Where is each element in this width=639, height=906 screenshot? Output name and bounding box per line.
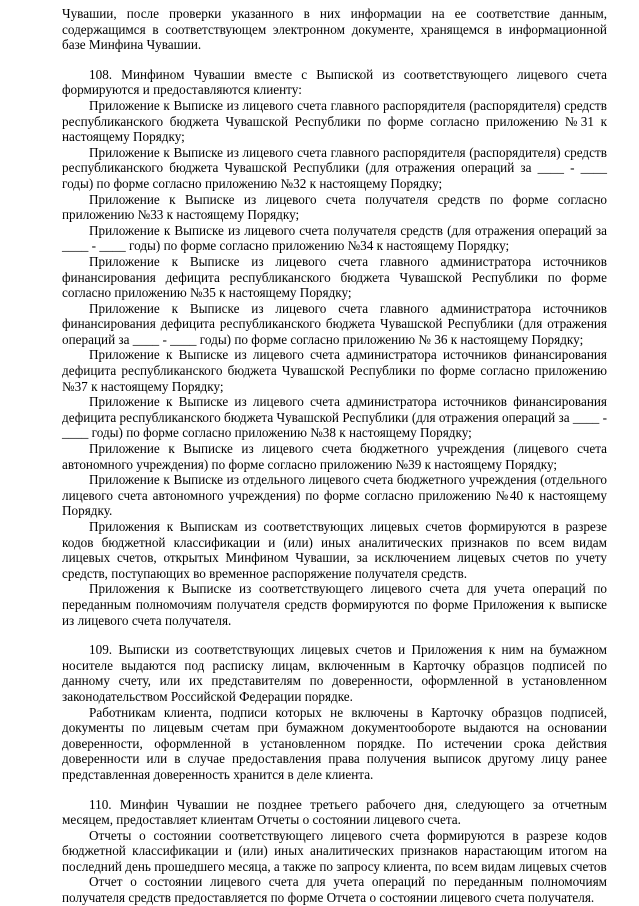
paragraph: Приложение к Выписке из отдельного лицевого счета бюджетного учреждения (отдельного лицевого счета автономного учреждения) по форме согласно приложению №40 к настоящему Порядку. (62, 472, 607, 519)
paragraph-gap (62, 628, 607, 642)
paragraph: Приложения к Выписке из соответствующего лицевого счета для учета операций по переданным полномочиям получателя средств формируются по форме Приложения к выписке из лицевого счета получателя. (62, 581, 607, 628)
paragraph-section-109: 109. Выписки из соответствующих лицевых счетов и Приложения к ним на бумажном носителе выдаются под расписку лицам, включенным в Карточку образцов подписей по данному счету, или их представителям по доверенности, оформленной в установленном законодательством Российской Федерации порядке. (62, 642, 607, 704)
paragraph-section-108: 108. Минфином Чувашии вместе с Выпиской из соответствующего лицевого счета формируются и предоставляются клиенту: (62, 66, 607, 98)
paragraph-section-110: 110. Минфин Чувашии не позднее третьего рабочего дня, следующего за отчетным месяцем, предоставляет клиентам Отчеты о состоянии лицевого счета. (62, 796, 607, 828)
paragraph: Приложение к Выписке из лицевого счета администратора источников финансирования дефицита республиканского бюджета Чувашской Республики (для отражения операций за ____ - ____ годы) по форме согласно приложению №38 к настоящему Порядку; (62, 394, 607, 441)
paragraph: Приложение к Выписке из лицевого счета получателя средств (для отражения операций за ____ - ____ годы) по форме согласно приложению №34 к настоящему Порядку; (62, 222, 607, 254)
paragraph: Чувашии, после проверки указанного в них информации на ее соответствие данным, содержащимся в соответствующем электронном документе, хранящемся в информационной базе Минфина Чувашии. (62, 6, 607, 53)
paragraph: Отчеты о состоянии соответствующего лицевого счета формируются в разрезе кодов бюджетной классификации и (или) иных аналитических признаков нарастающим итогом на последний день прошедшего месяца, а также по запросу клиента, по всем видам лицевых счетов (62, 827, 607, 874)
paragraph: Приложение к Выписке из лицевого счета бюджетного учреждения (лицевого счета автономного учреждения) по форме согласно приложению №39 к настоящему Порядку; (62, 441, 607, 472)
paragraph: Приложение к Выписке из лицевого счета администратора источников финансирования дефицита республиканского бюджета Чувашской Республики по форме согласно приложению №37 к настоящему Порядку; (62, 347, 607, 394)
paragraph-gap (62, 53, 607, 67)
paragraph: Приложение к Выписке из лицевого счета главного администратора источников финансирования дефицита республиканского бюджета Чувашской Республики по форме согласно приложению №35 к настоящему Порядку; (62, 253, 607, 301)
paragraph: Приложение к Выписке из лицевого счета получателя средств по форме согласно приложению №33 к настоящему Порядку; (62, 191, 607, 223)
paragraph-gap (62, 783, 607, 797)
paragraph: Работникам клиента, подписи которых не включены в Карточку образцов подписей, документы по лицевым счетам при бумажном документообороте выдаются на основании доверенности, оформленной в установленном порядке. По истечении срока действия доверенности или в случае предоставления права получения выписок другому лицу ранее представленная доверенность хранится в деле клиента. (62, 704, 607, 782)
paragraph: Приложения к Выпискам из соответствующих лицевых счетов формируются в разрезе кодов бюджетной классификации и (или) иных аналитических признаков по всем видам лицевых счетов, открытых Минфином Чувашии, за исключением лицевых счетов по учету средств, поступающих во временное распоряжение получателя средств. (62, 519, 607, 581)
paragraph: Приложение к Выписке из лицевого счета главного распорядителя (распорядителя) средств республиканского бюджета Чувашской Республики (для отражения операций за ____ - ____ годы) по форме согласно приложению №32 к настоящему Порядку; (62, 144, 607, 191)
paragraph: Приложение к Выписке из лицевого счета главного распорядителя (распорядителя) средств республиканского бюджета Чувашской Республики по форме согласно приложению №31 к настоящему Порядку; (62, 97, 607, 145)
paragraph: Отчет о состоянии лицевого счета для учета операций по переданным полномочиям получателя средств предоставляется по форме Отчета о состоянии лицевого счета получателя. (62, 874, 607, 906)
paragraph: Приложение к Выписке из лицевого счета главного администратора источников финансирования дефицита республиканского бюджета Чувашской Республики (для отражения операций за ____ - ____ годы) по форме согласно приложению № 36 к настоящему Порядку; (62, 300, 607, 347)
